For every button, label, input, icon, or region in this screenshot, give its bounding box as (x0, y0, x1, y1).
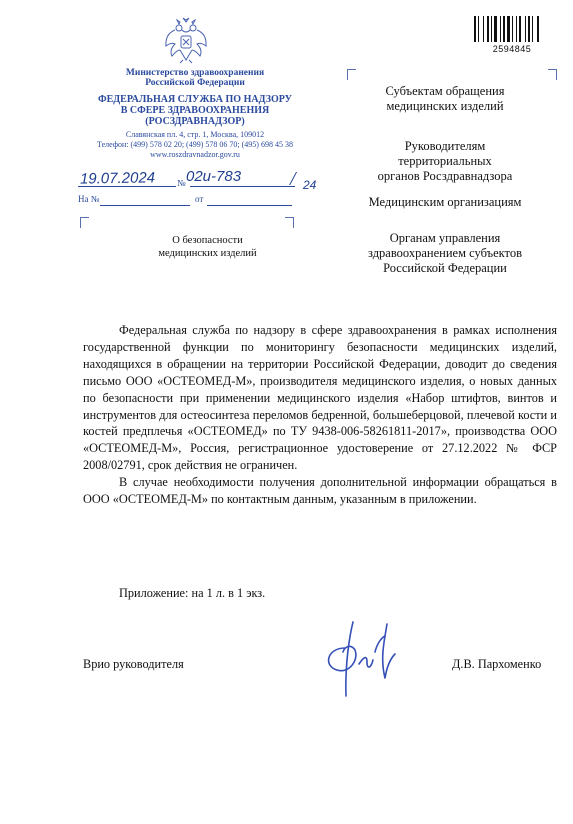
service-name (60, 94, 330, 127)
letter-body (83, 322, 557, 508)
addressee-line: здравоохранением субъектов (367, 246, 522, 260)
addressee-line: территориальных (398, 154, 492, 168)
corner-mark (548, 69, 557, 80)
corner-mark (80, 217, 89, 228)
ministry-name (60, 68, 330, 88)
attachment-note: Приложение: на 1 л. в 1 экз. (119, 586, 266, 600)
number-slash: / (290, 168, 296, 190)
signatory-name: Д.В. Пархоменко (452, 657, 542, 671)
addressee-block (350, 139, 540, 184)
addressee-line: Органам управления (389, 231, 501, 245)
addressee-line: медицинских изделий (386, 99, 504, 113)
corner-mark (285, 217, 294, 228)
barcode-bar (532, 16, 533, 42)
registration-number: 02и-783 (186, 168, 242, 185)
barcode-bar (500, 16, 501, 42)
subject-line: медицинских изделий (158, 248, 257, 259)
barcode-bar (494, 16, 497, 42)
service-line: В СФЕРЕ ЗДРАВООХРАНЕНИЯ (120, 105, 270, 116)
ministry-line: Российской Федерации (145, 78, 245, 88)
addressee-block (350, 195, 540, 210)
signatory-role: Врио руководителя (83, 657, 184, 671)
barcode-bar (474, 16, 476, 42)
addressee-line: Российской Федерации (383, 261, 507, 275)
address-line: Телефон: (499) 578 02 20; (499) 578 06 70; (495) 698 45 38 (97, 140, 293, 149)
reply-to-label: На № (78, 194, 100, 204)
reply-number-underline (100, 205, 190, 206)
addressee-block (350, 84, 540, 114)
body-paragraph: В случае необходимости получения дополнительной информации обращаться в ООО «ОСТЕОМЕД-М» по контактным данным, указанным в приложении. (83, 475, 557, 507)
barcode-bar (503, 16, 505, 42)
barcode-bar (507, 16, 510, 42)
service-line: ФЕДЕРАЛЬНАЯ СЛУЖБА ПО НАДЗОРУ (98, 94, 292, 105)
reply-date-underline (207, 205, 292, 206)
handwritten-signature (315, 618, 410, 700)
ministry-line: Министерство здравоохранения (125, 68, 265, 78)
service-line: (РОСЗДРАВНАДЗОР) (145, 116, 245, 127)
body-paragraph: Федеральная служба по надзору в сфере здравоохранения в рамках исполнения государственной функции по мониторингу безопасности медицинских изделий, находящихся в обращении на территории Российской Федерации, доводит до сведения письмо ООО «ОСТЕОМЕД-М», производителя медицинского изделия, о новых данных по безопасности при применении медицинского изделия «Набор штифтов, винтов и инструментов для остеосинтеза переломов бедренной, большеберцовой, плечевой кости и костей предплечья «ОСТЕОМЕД» по ТУ 9438-006-58261811-2017», производства ООО «ОСТЕОМЕД-М», Россия, регистрационное удостоверение от 27.12.2022 № ФСР 2008/02791, срок действия не ограничен. (83, 323, 557, 473)
letter-subject (145, 234, 270, 260)
barcode-bar (487, 16, 489, 42)
barcode-bar (516, 16, 517, 42)
registration-number-suffix: 24 (303, 178, 317, 192)
number-underline (190, 186, 295, 187)
registration-date: 19.07.2024 (79, 169, 156, 188)
addressee-block (350, 231, 540, 276)
coat-of-arms-icon (163, 16, 209, 64)
addressee-line: органов Росздравнадзора (377, 169, 513, 183)
addressee-line: Медицинским организациям (368, 195, 522, 209)
barcode-bar (483, 16, 484, 42)
barcode-bar (537, 16, 539, 42)
addressee-line: Руководителям (404, 139, 486, 153)
service-address (60, 130, 330, 160)
reply-from-label: от (195, 194, 204, 204)
barcode-number: 2594845 (492, 44, 532, 54)
address-website: www.roszdravnadzor.gov.ru (150, 150, 240, 159)
barcode-bar (525, 16, 526, 42)
barcode-bar (512, 16, 513, 42)
addressee-line: Субъектам обращения (385, 84, 505, 98)
number-mark: № (177, 178, 186, 188)
barcode-bar (478, 16, 479, 42)
barcode-bar (528, 16, 530, 42)
subject-line: О безопасности (172, 235, 243, 246)
barcode (474, 16, 550, 42)
address-line: Славянская пл. 4, стр. 1, Москва, 109012 (125, 130, 265, 139)
barcode-bar (491, 16, 492, 42)
barcode-bar (519, 16, 521, 42)
corner-mark (347, 69, 356, 80)
